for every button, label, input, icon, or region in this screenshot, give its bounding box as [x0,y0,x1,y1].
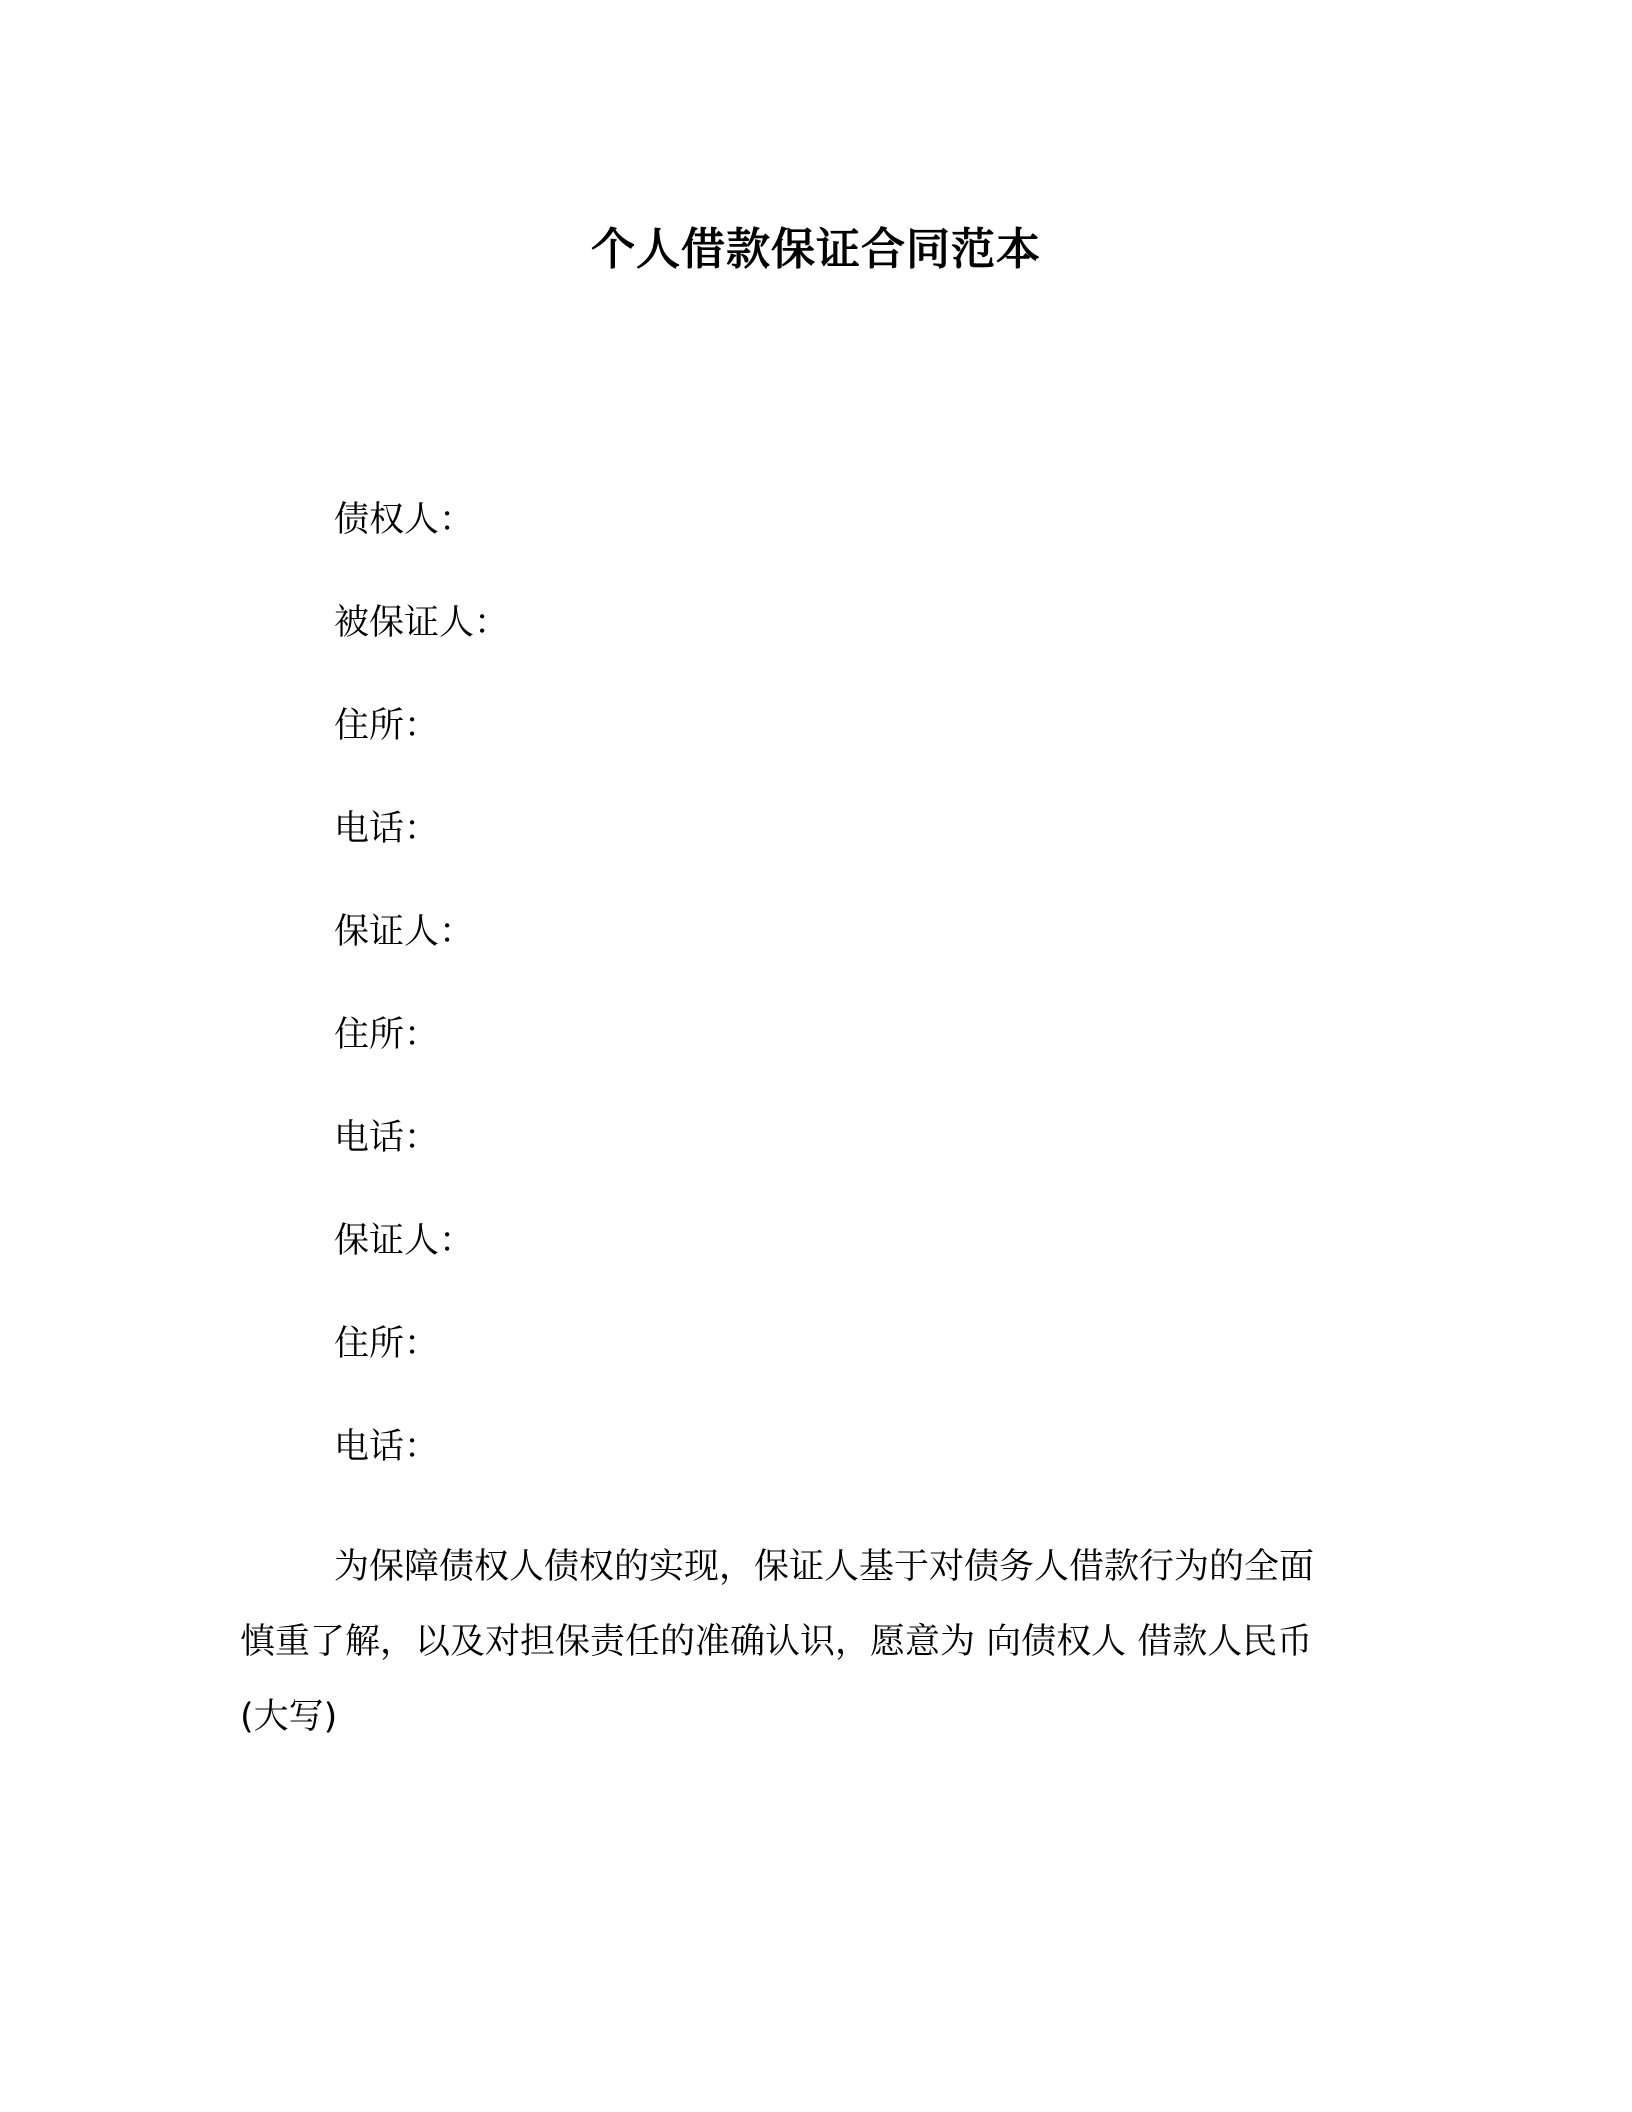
body-paragraph [240,1530,1380,1755]
document-title: 个人借款保证合同范本 [591,224,1041,275]
creditor-label: 债权人： [334,500,475,540]
phone-label-3: 电话： [334,1427,440,1467]
guarantor-label-2: 保证人： [334,1221,475,1261]
paragraph-line: 慎重了解，以及对担保责任的准确认识，愿意为 向债权人 借款人民币 [240,1622,1313,1662]
guarantor-label-1: 保证人： [334,912,475,952]
guaranteed-party-label: 被保证人： [334,603,510,643]
address-label-3: 住所： [334,1324,440,1364]
phone-label-2: 电话： [334,1118,440,1158]
paragraph-line: 为保障债权人债权的实现，保证人基于对债务人借款行为的全面 [334,1547,1315,1587]
address-label-1: 住所： [334,706,440,746]
address-label-2: 住所： [334,1015,440,1055]
paragraph-line: (大写) [240,1697,338,1737]
phone-label-1: 电话： [334,809,440,849]
